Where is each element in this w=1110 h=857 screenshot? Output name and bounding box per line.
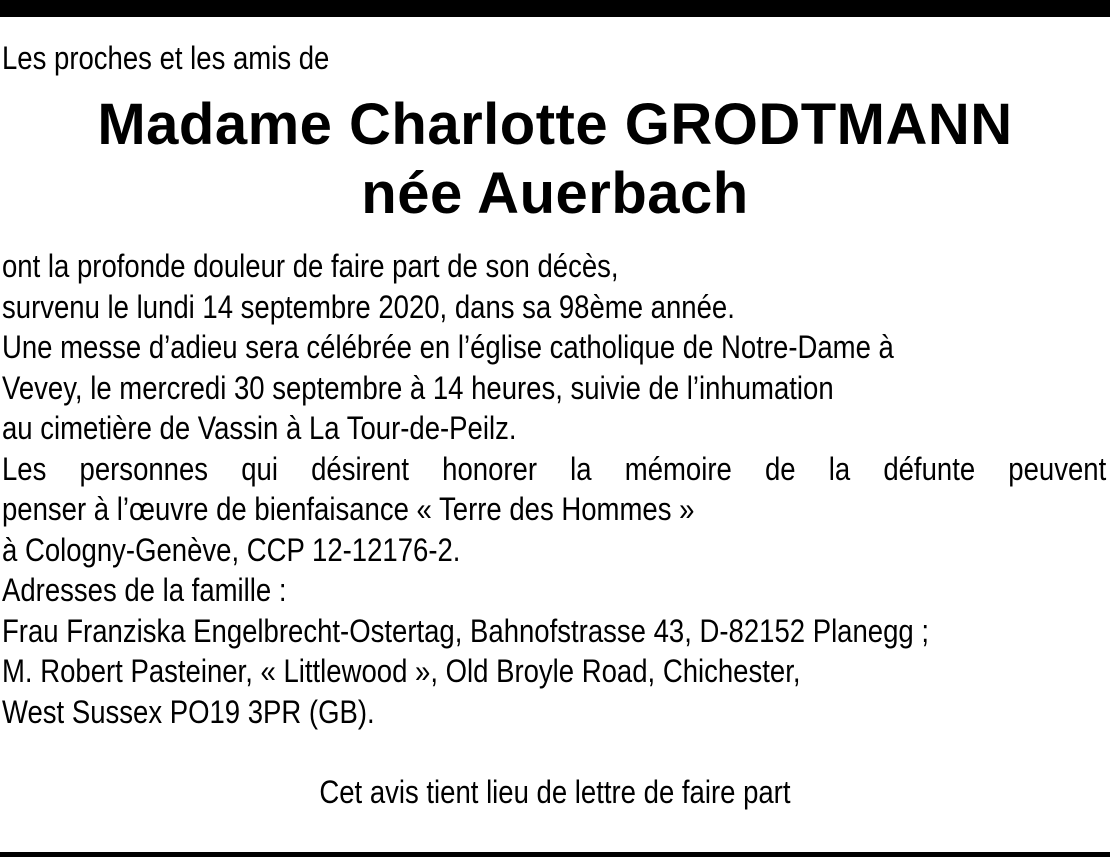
body-line: ont la profonde douleur de faire part de son décès, xyxy=(2,248,619,284)
body-line: Adresses de la famille : xyxy=(2,572,287,608)
body-line: penser à l’œuvre de bienfaisance « Terre des Hommes » xyxy=(2,491,695,527)
body-line: Frau Franziska Engelbrecht-Ostertag, Bahnofstrasse 43, D-82152 Planegg ; xyxy=(2,612,929,649)
footer-note xyxy=(2,772,1108,812)
maiden-name-line: née Auerbach xyxy=(361,161,749,226)
bottom-rule xyxy=(0,852,1110,857)
body-line: Une messe d’adieu sera célébrée en l’église catholique de Notre-Dame à xyxy=(2,329,894,365)
body-line: M. Robert Pasteiner, « Littlewood », Old Broyle Road, Chichester, xyxy=(2,653,801,689)
body-line: Vevey, le mercredi 30 septembre à 14 heures, suivie de l’inhumation xyxy=(2,369,834,406)
body-line: West Sussex PO19 3PR (GB). xyxy=(2,693,375,730)
obituary-notice xyxy=(2,38,1108,812)
body-line: au cimetière de Vassin à La Tour-de-Peilz. xyxy=(2,410,517,446)
deceased-name-line: Madame Charlotte GRODTMANN xyxy=(97,92,1013,157)
body-line: à Cologny-Genève, CCP 12-12176-2. xyxy=(2,531,461,568)
notice-body xyxy=(2,246,1108,732)
body-line: Les personnes qui désirent honorer la mémoire de la défunte peuvent xyxy=(2,450,1107,487)
deceased-name xyxy=(2,90,1108,228)
intro-text: Les proches et les amis de xyxy=(2,40,330,76)
top-rule xyxy=(0,0,1110,17)
footer-text: Cet avis tient lieu de lettre de faire part xyxy=(319,774,791,810)
body-line: survenu le lundi 14 septembre 2020, dans sa 98ème année. xyxy=(2,288,735,325)
